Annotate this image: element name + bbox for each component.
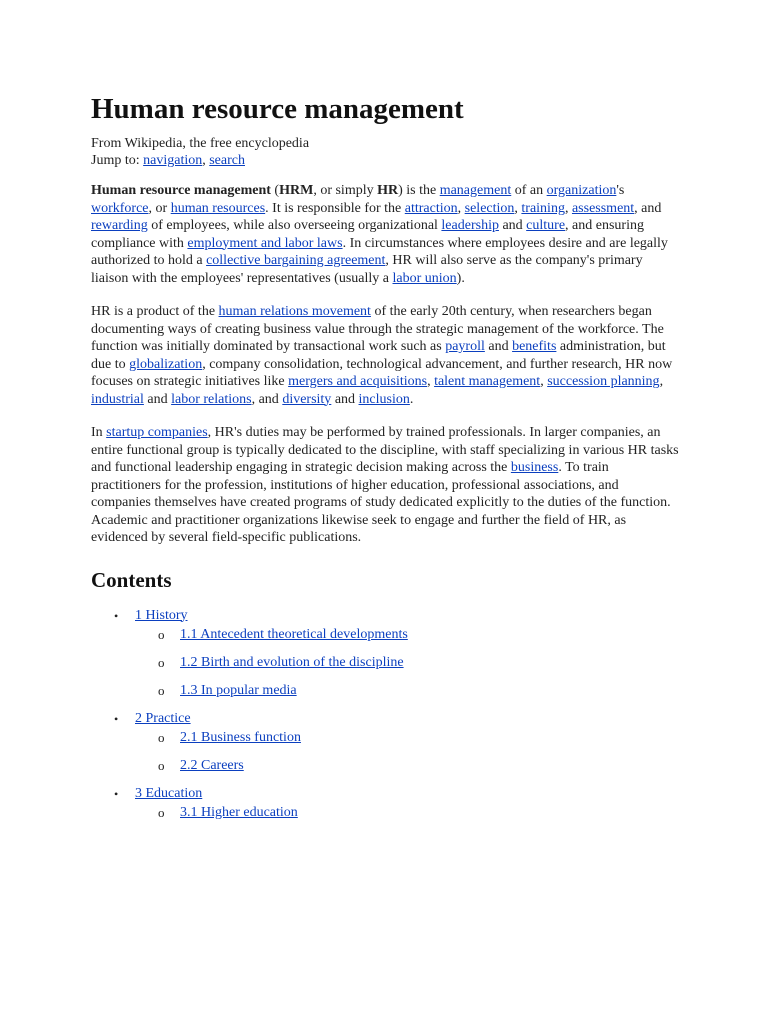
- link-industrial[interactable]: industrial: [91, 391, 144, 407]
- toc-link-business-function[interactable]: 2.1 Business function: [180, 729, 301, 745]
- toc-link-in-popular-media[interactable]: 1.3 In popular media: [180, 682, 297, 698]
- link-inclusion[interactable]: inclusion: [358, 391, 410, 407]
- toc-link-birth-and-evolution[interactable]: 1.2 Birth and evolution of the discipline: [180, 654, 404, 670]
- link-human-resources[interactable]: human resources: [170, 200, 266, 216]
- link-management[interactable]: management: [439, 183, 512, 198]
- circle-bullet-icon: o: [158, 682, 165, 698]
- toc-subitem: [135, 729, 681, 747]
- link-human-relations-movement[interactable]: human relations movement: [218, 304, 371, 319]
- page-title: Human resource management: [91, 93, 464, 125]
- link-startup-companies[interactable]: startup companies: [106, 425, 208, 440]
- link-workforce[interactable]: workforce: [91, 200, 149, 216]
- circle-bullet-icon: o: [158, 757, 165, 773]
- link-succession-planning[interactable]: succession planning: [547, 374, 660, 389]
- toc-link-practice[interactable]: 2 Practice: [135, 710, 191, 726]
- circle-bullet-icon: o: [158, 626, 165, 642]
- jump-to-label: Jump to:: [91, 153, 140, 168]
- jump-separator: ,: [202, 153, 206, 168]
- link-business[interactable]: business: [510, 460, 559, 475]
- bold-term-hr: HR: [377, 183, 399, 198]
- circle-bullet-icon: o: [158, 654, 165, 670]
- bullet-icon: •: [114, 608, 119, 623]
- bullet-icon: •: [114, 711, 119, 726]
- link-mergers-and-acquisitions[interactable]: mergers and acquisitions: [288, 374, 428, 389]
- jump-search-link[interactable]: search: [209, 153, 245, 168]
- toc-subitem: [135, 804, 681, 822]
- article: [91, 90, 681, 832]
- link-labor-union[interactable]: labor union: [392, 270, 457, 286]
- toc-subitem: [135, 626, 681, 644]
- link-labor-relations[interactable]: labor relations: [171, 391, 252, 407]
- contents-heading: Contents: [91, 567, 172, 592]
- toc-link-careers[interactable]: 2.2 Careers: [180, 757, 244, 773]
- bullet-icon: •: [114, 786, 119, 801]
- link-assessment[interactable]: assessment: [571, 200, 635, 216]
- bold-term-hrm: HRM: [279, 183, 314, 198]
- toc-subitem: [135, 682, 681, 700]
- toc-item-history: [91, 607, 681, 700]
- toc-item-practice: [91, 710, 681, 775]
- link-benefits[interactable]: benefits: [512, 339, 557, 354]
- circle-bullet-icon: o: [158, 804, 165, 820]
- toc-link-antecedent-theoretical-developments[interactable]: 1.1 Antecedent theoretical developments: [180, 626, 408, 642]
- toc-sublist-education: [135, 804, 681, 822]
- toc-link-education[interactable]: 3 Education: [135, 785, 203, 801]
- toc-item-education: [91, 785, 681, 822]
- source-line: From Wikipedia, the free encyclopedia: [91, 136, 310, 151]
- link-payroll[interactable]: payroll: [445, 339, 485, 354]
- table-of-contents: [91, 607, 681, 822]
- link-organization[interactable]: organization: [546, 183, 617, 198]
- link-diversity[interactable]: diversity: [282, 391, 332, 407]
- link-rewarding[interactable]: rewarding: [91, 218, 148, 233]
- toc-sublist-history: [135, 626, 681, 700]
- jump-navigation-link[interactable]: navigation: [143, 153, 203, 168]
- link-collective-bargaining-agreement[interactable]: collective bargaining agreement: [206, 253, 386, 268]
- article-header-info: [91, 135, 681, 169]
- link-training[interactable]: training: [521, 200, 565, 216]
- link-leadership[interactable]: leadership: [441, 218, 499, 233]
- link-talent-management[interactable]: talent management: [434, 374, 541, 389]
- bold-term-hrm-full: Human resource management: [91, 183, 271, 198]
- toc-sublist-practice: [135, 729, 681, 775]
- toc-subitem: [135, 757, 681, 775]
- circle-bullet-icon: o: [158, 729, 165, 745]
- intro-paragraph-3: In startup companies, HR's duties may be performed by trained professionals. In larger companies, an entire functional group is typically dedicated to the discipline, with staff specializing in various HR tasks and functional leadership engaging in strategic decision making across the business. To train practitioners for the profession, institutions of higher education, professional associations, and companies themselves have created programs of study dedicated explicitly to the duties of the function. Academic and practitioner organizations likewise seek to engage and further the field of HR, as evidenced by several field-specific publications.: [91, 425, 679, 545]
- link-attraction[interactable]: attraction: [404, 200, 458, 216]
- link-selection[interactable]: selection: [464, 200, 515, 216]
- jump-to-line: [91, 152, 681, 169]
- intro-paragraph-2: HR is a product of the human relations movement of the early 20th century, when researchers began documenting ways of creating business value through the strategic management of the workforce. The function was initially dominated by transactional work such as payroll and benefits administration, but due to globalization, company consolidation, technological advancement, and further research, HR now focuses on strategic initiatives like mergers and acquisitions, talent management, succession planning, industrial and labor relations, and diversity and inclusion.: [91, 304, 673, 407]
- link-globalization[interactable]: globalization: [129, 356, 203, 372]
- toc-link-history[interactable]: 1 History: [135, 607, 188, 623]
- link-employment-and-labor-laws[interactable]: employment and labor laws: [187, 235, 343, 251]
- intro-paragraph-1: Human resource management (HRM, or simply HR) is the management of an organization's workforce, or human resources. It is responsible for the attraction, selection, training, assessment, and rewarding of employees, while also overseeing organizational leadership and culture, and ensuring compliance with employment and labor laws. In circumstances where employees desire and are legally authorized to hold a collective bargaining agreement, HR will also serve as the company's primary liaison with the employees' representatives (usually a labor union).: [91, 183, 668, 286]
- toc-link-higher-education[interactable]: 3.1 Higher education: [180, 804, 298, 820]
- link-culture[interactable]: culture: [526, 218, 566, 233]
- toc-subitem: [135, 654, 681, 672]
